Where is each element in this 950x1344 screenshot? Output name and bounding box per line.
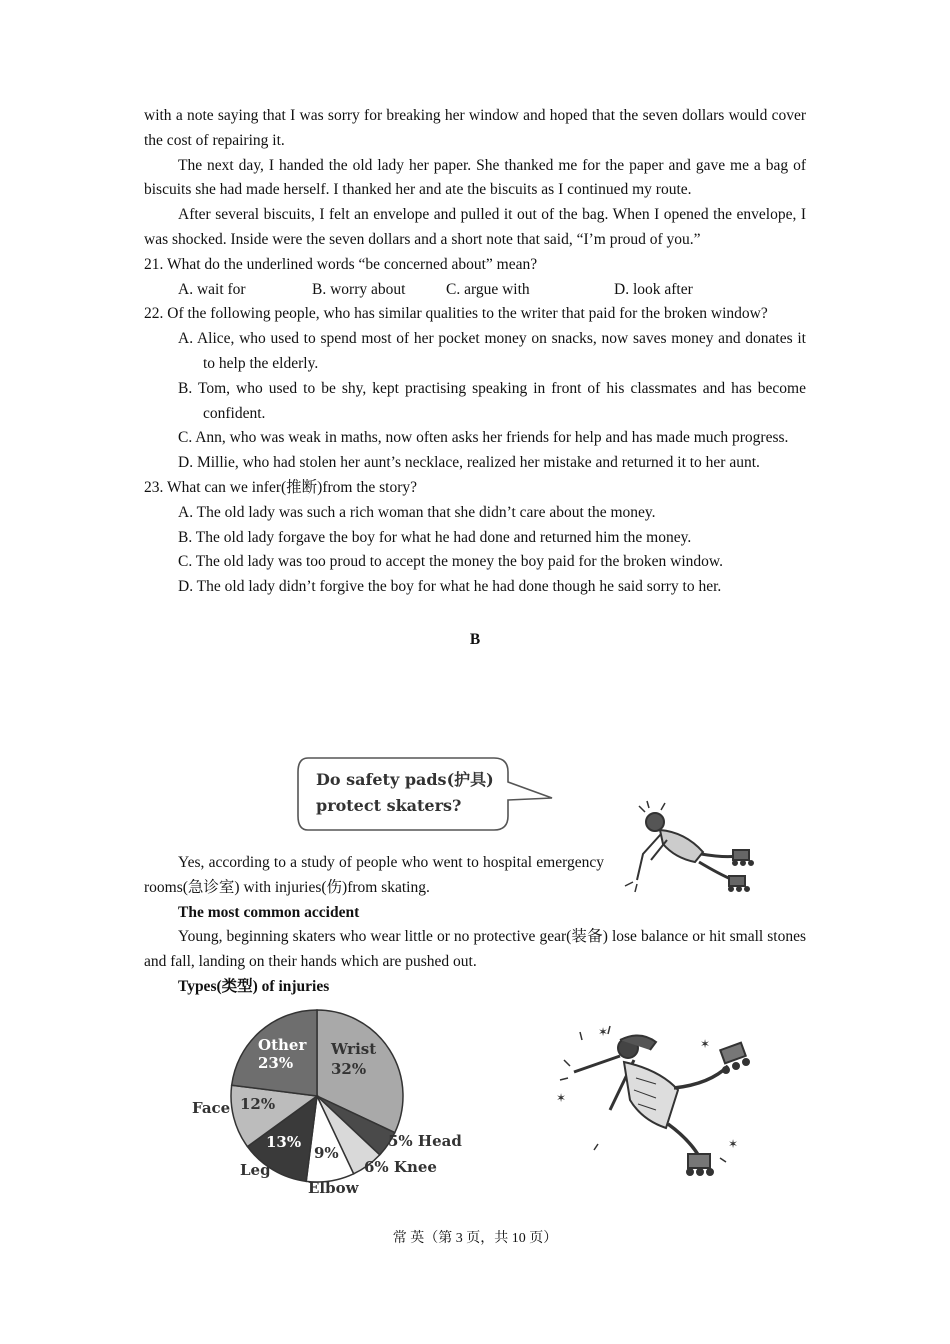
question-21-option-a: A. wait for xyxy=(178,280,246,298)
passage-b-paragraph-1: Yes, according to a study of people who went to hospital emergency rooms(急诊室) with injuries(伤)from skating. xyxy=(144,854,604,896)
heading-types-of-injuries: Types(类型) of injuries xyxy=(178,977,330,995)
question-23-option-b: B. The old lady forgave the boy for what he had done and returned him the money. xyxy=(178,528,692,546)
bubble-line-1: Do safety pads(护具) xyxy=(316,770,494,789)
passage-a-paragraph-3: After several biscuits, I felt an envelope and pulled it out of the bag. When I opened the envelope, I was shocked. Inside were the seven dollars and a short note that said, “I’m proud of you.” xyxy=(144,206,806,248)
label-knee: 6% Knee xyxy=(364,1158,437,1176)
label-other-pct: 23% xyxy=(258,1054,294,1072)
label-leg-pct: 13% xyxy=(266,1133,302,1151)
question-22-option-c: C. Ann, who was weak in maths, now often asks her friends for help and has made much progress. xyxy=(178,429,789,447)
label-face: Face xyxy=(192,1099,231,1117)
question-22-option-b: B. Tom, who used to be shy, kept practising speaking in front of his classmates and has become confident. xyxy=(178,379,806,422)
question-21-stem: 21. What do the underlined words “be concerned about” mean? xyxy=(144,255,538,273)
question-22-option-a: A. Alice, who used to spend most of her pocket money on snacks, now saves money and donates it to help the elderly. xyxy=(178,330,806,372)
question-21-option-b: B. worry about xyxy=(312,280,406,298)
question-23-option-c: C. The old lady was too proud to accept the money the boy paid for the broken window. xyxy=(178,553,723,571)
passage-a-paragraph-1: with a note saying that I was sorry for breaking her window and hoped that the seven dollars would cover the cost of repairing it. xyxy=(144,107,806,149)
page-footer: 常 英（第 3 页，共 10 页） xyxy=(392,1231,558,1246)
label-head: 5% Head xyxy=(388,1132,462,1150)
question-21-options xyxy=(144,278,806,303)
label-wrist: Wrist xyxy=(331,1040,377,1058)
svg-text:✶: ✶ xyxy=(556,1091,567,1105)
label-wrist-pct: 32% xyxy=(331,1060,367,1078)
svg-text:✶: ✶ xyxy=(598,1025,609,1039)
question-23-option-a: A. The old lady was such a rich woman that she didn’t care about the money. xyxy=(178,503,656,521)
question-21-option-d: D. look after xyxy=(614,280,693,298)
tumbling-skater-illustration xyxy=(550,1020,760,1180)
svg-text:✶: ✶ xyxy=(728,1137,739,1151)
label-face-pct: 12% xyxy=(240,1095,276,1113)
question-23-option-d: D. The old lady didn’t forgive the boy for what he had done though he said sorry to her. xyxy=(178,578,722,596)
page-content xyxy=(144,104,806,652)
heading-most-common-accident: The most common accident xyxy=(178,903,360,921)
label-elbow-pct: 9% xyxy=(314,1144,339,1162)
passage-b-body xyxy=(144,851,806,1000)
label-leg: Leg xyxy=(240,1161,271,1179)
label-elbow: Elbow xyxy=(308,1179,359,1197)
bubble-line-2: protect skaters? xyxy=(316,796,462,815)
speech-bubble xyxy=(294,754,556,836)
passage-a-paragraph-2: The next day, I handed the old lady her paper. She thanked me for the paper and gave me a bag of biscuits she had made herself. I thanked her and ate the biscuits as I continued my route. xyxy=(144,156,806,199)
question-21-option-c: C. argue with xyxy=(446,280,530,298)
question-23-stem: 23. What can we infer(推断)from the story? xyxy=(144,478,418,496)
svg-text:✶: ✶ xyxy=(700,1037,711,1051)
question-22-option-d: D. Millie, who had stolen her aunt’s necklace, realized her mistake and returned it to her aunt. xyxy=(178,454,760,472)
injury-pie-chart xyxy=(186,1000,476,1200)
section-b-title: B xyxy=(469,630,481,648)
question-22-stem: 22. Of the following people, who has similar qualities to the writer that paid for the broken window? xyxy=(144,305,768,323)
label-other: Other xyxy=(258,1036,307,1054)
passage-b-paragraph-2: Young, beginning skaters who wear little or no protective gear(装备) lose balance or hit small stones and fall, landing on their hands which are pushed out. xyxy=(144,928,806,971)
